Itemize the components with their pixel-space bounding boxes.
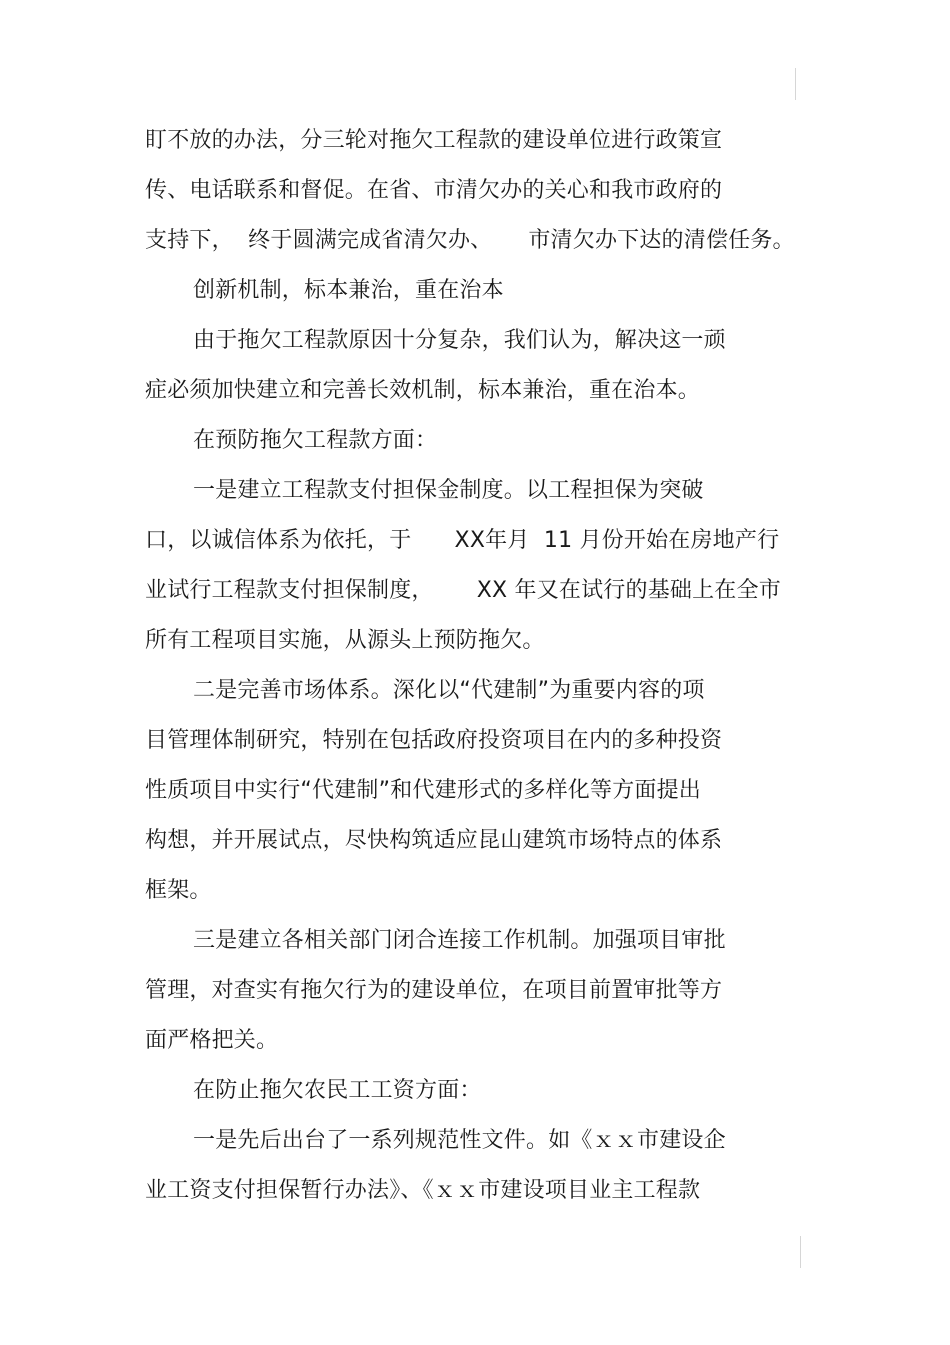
text-line: 框架。 bbox=[145, 878, 212, 903]
subsection-heading: 在防止拖欠农民工工资方面： bbox=[193, 1078, 482, 1103]
text-line: 由于拖欠工程款原因十分复杂，我们认为，解决这一顽 bbox=[193, 328, 726, 353]
text-line: 性质项目中实行“代建制”和代建形式的多样化等方面提出 bbox=[145, 778, 701, 803]
text-line: 构想，并开展试点，尽快构筑适应昆山建筑市场特点的体系 bbox=[145, 828, 723, 853]
text-line: 症必须加快建立和完善长效机制，标本兼治，重在治本。 bbox=[145, 378, 701, 403]
text-line: 支持下， 终于圆满完成省清欠办、 市清欠办下达的清偿任务。 bbox=[145, 228, 795, 253]
text-line: 三是建立各相关部门闭合连接工作机制。加强项目审批 bbox=[193, 928, 726, 953]
text-line: 业工资支付担保暂行办法》、《ｘｘ市建设项目业主工程款 bbox=[145, 1178, 701, 1203]
page-edge-mark-bottom bbox=[800, 1236, 801, 1268]
text-line: 一是先后出台了一系列规范性文件。如《ｘｘ市建设企 bbox=[193, 1128, 726, 1153]
text-line: 一是建立工程款支付担保金制度。以工程担保为突破 bbox=[193, 478, 704, 503]
page-edge-mark-top bbox=[795, 68, 796, 100]
text-line: 管理，对查实有拖欠行为的建设单位，在项目前置审批等方 bbox=[145, 978, 723, 1003]
text-line: 二是完善市场体系。深化以“代建制”为重要内容的项 bbox=[193, 678, 705, 703]
text-line: 传、电话联系和督促。在省、市清欠办的关心和我市政府的 bbox=[145, 178, 723, 203]
text-line: 目管理体制研究，特别在包括政府投资项目在内的多种投资 bbox=[145, 728, 723, 753]
text-line: 口，以诚信体系为依托，于 XX年月 11 月份开始在房地产行 bbox=[145, 528, 780, 553]
text-line: 业试行工程款支付担保制度， XX 年又在试行的基础上在全市 bbox=[145, 578, 781, 603]
text-line: 盯不放的办法，分三轮对拖欠工程款的建设单位进行政策宣 bbox=[145, 128, 723, 153]
subsection-heading: 在预防拖欠工程款方面： bbox=[193, 428, 438, 453]
text-line: 面严格把关。 bbox=[145, 1028, 279, 1053]
section-heading: 创新机制，标本兼治，重在治本 bbox=[193, 278, 504, 303]
text-line: 所有工程项目实施，从源头上预防拖欠。 bbox=[145, 628, 545, 653]
